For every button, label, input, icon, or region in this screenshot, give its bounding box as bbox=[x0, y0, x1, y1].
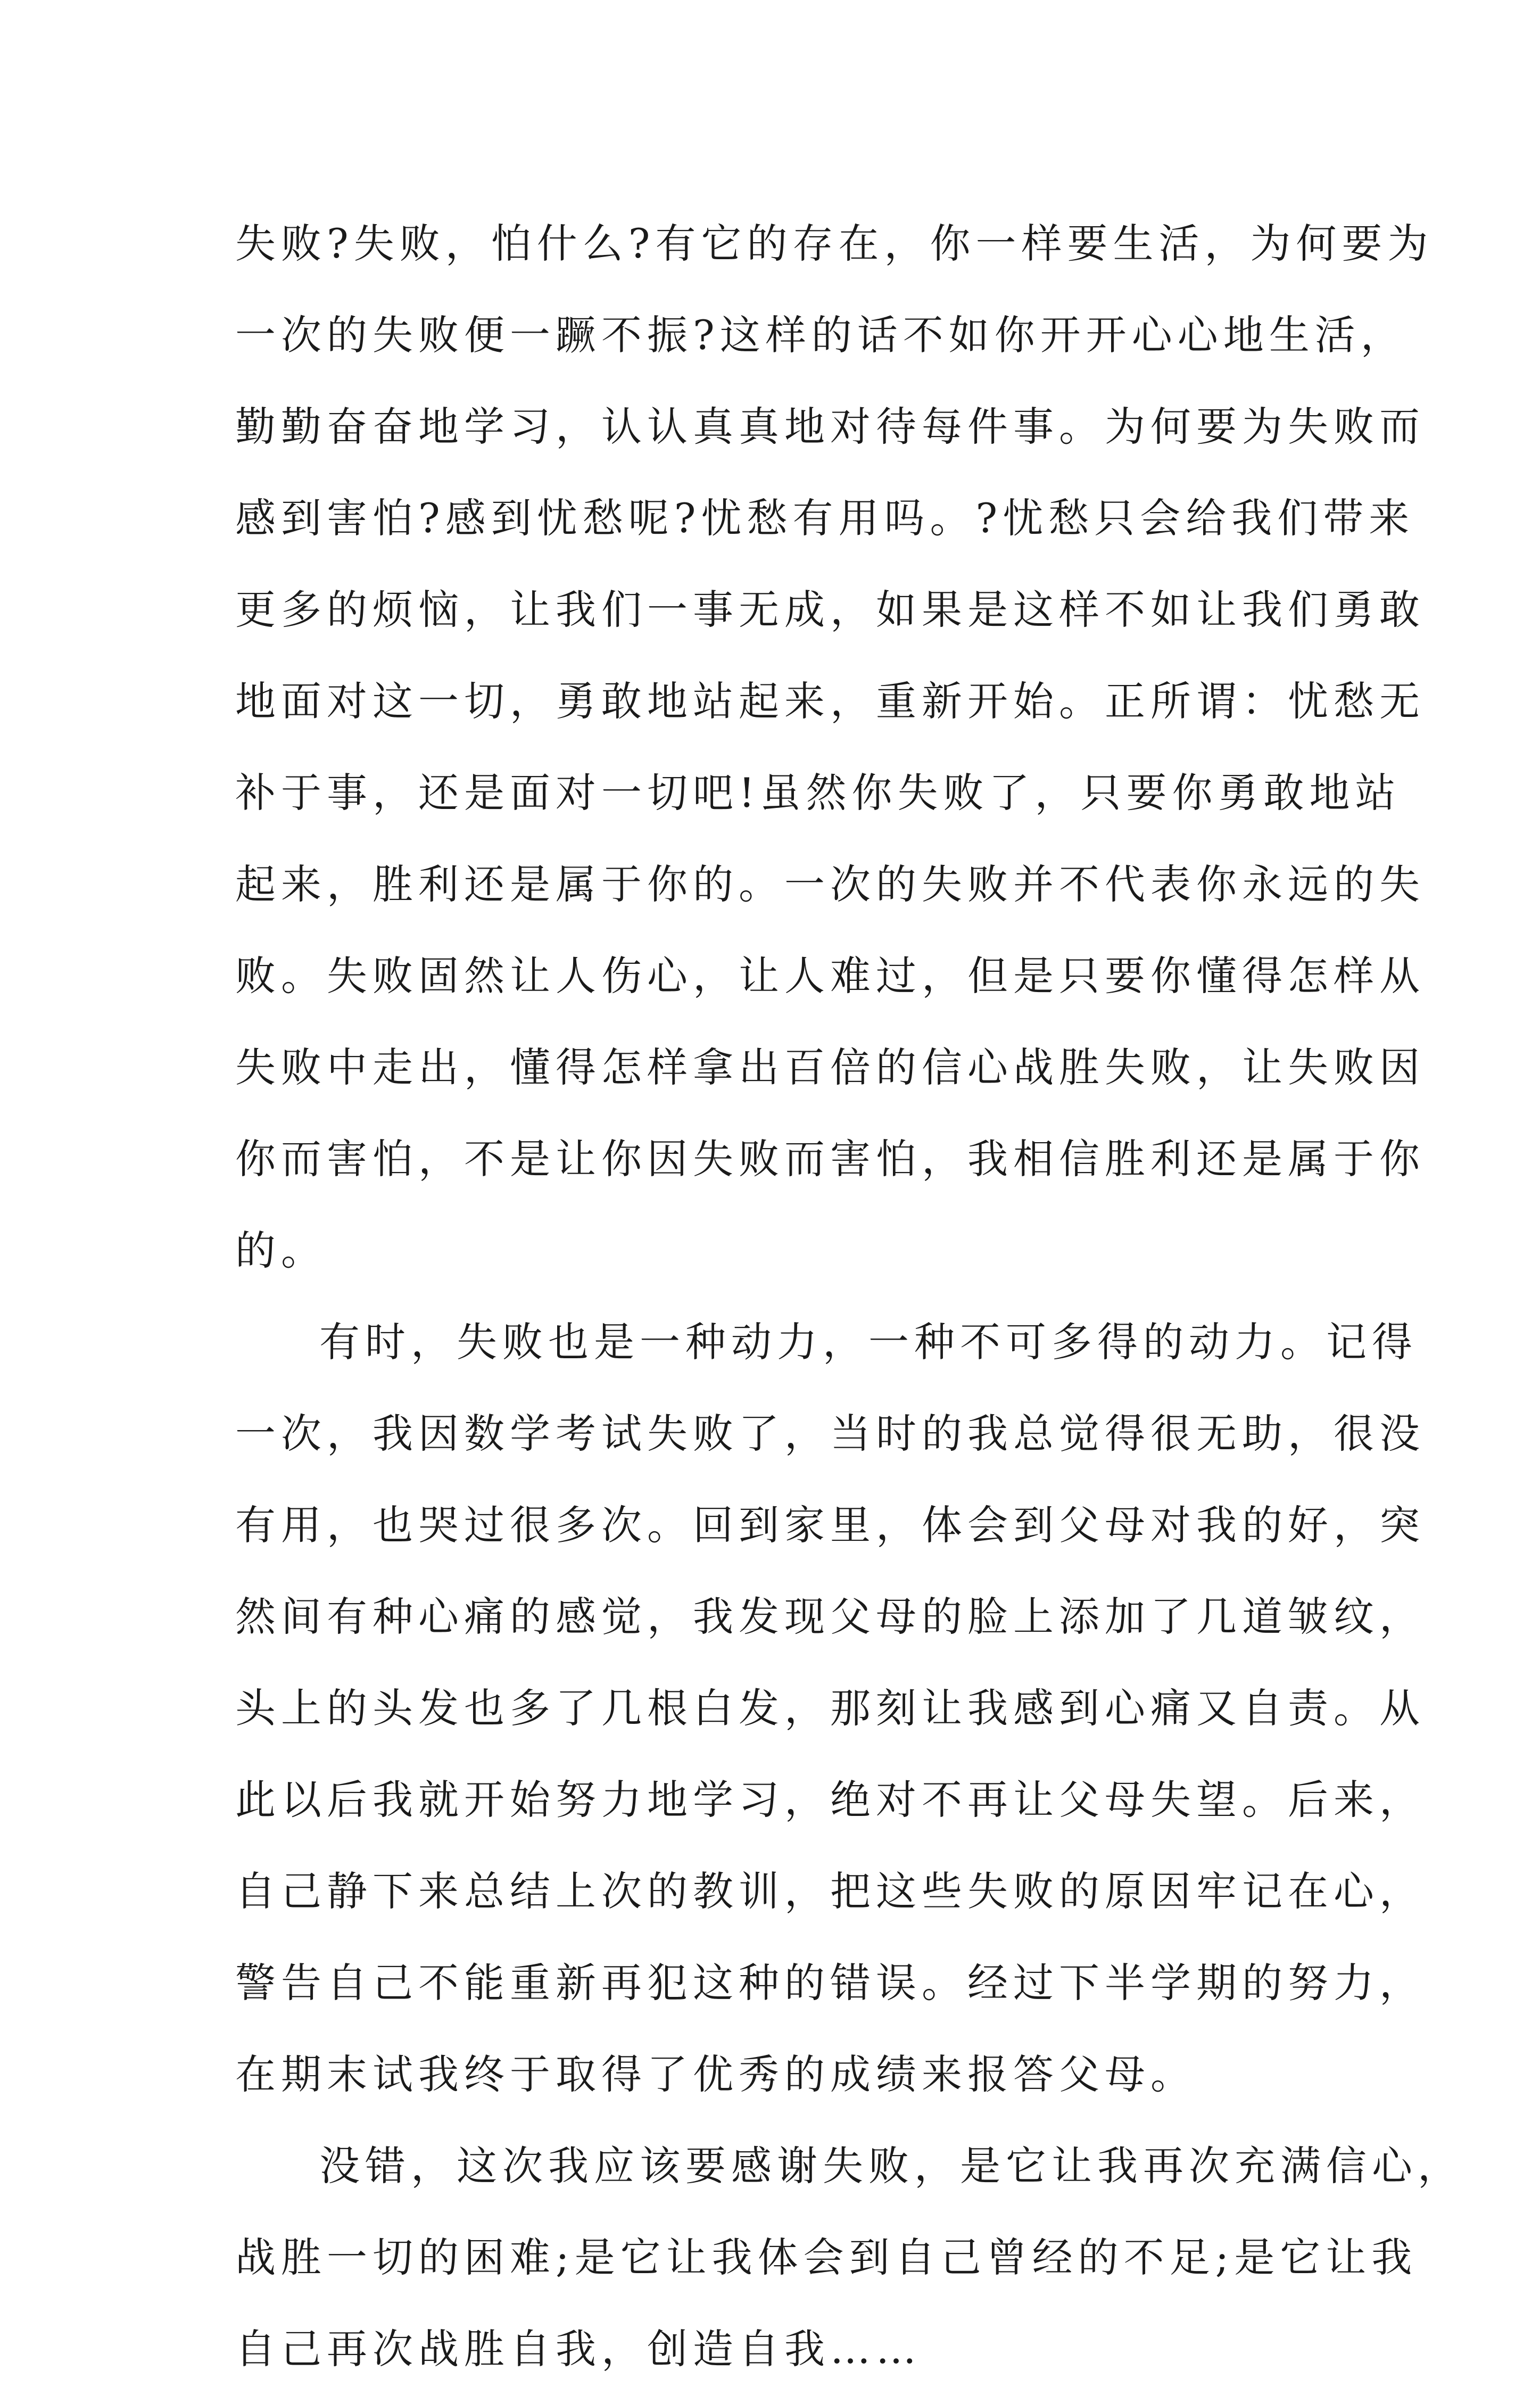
text-line: 在期末试我终于取得了优秀的成绩来报答父母。 bbox=[235, 2051, 1196, 2098]
text-line: 败。失败固然让人伤心，让人难过，但是只要你懂得怎样从 bbox=[235, 952, 1425, 1000]
paragraph-1 bbox=[235, 198, 1434, 1296]
paragraph-2 bbox=[235, 1296, 1425, 2120]
text-line: 的。 bbox=[235, 1227, 327, 1274]
text-line: 有用，也哭过很多次。回到家里，体会到父母对我的好，突 bbox=[235, 1501, 1425, 1549]
text-line: 警告自己不能重新再犯这种的错误。经过下半学期的努力， bbox=[235, 1959, 1425, 2006]
text-line: 一次，我因数学考试失败了，当时的我总觉得很无助，很没 bbox=[235, 1410, 1425, 1457]
text-line: 头上的头发也多了几根白发，那刻让我感到心痛又自责。从 bbox=[235, 1684, 1425, 1732]
paragraph-3 bbox=[235, 2120, 1463, 2395]
text-line: 地面对这一切，勇敢地站起来，重新开始。正所谓：忧愁无 bbox=[235, 678, 1425, 725]
text-line: 战胜一切的困难;是它让我体会到自己曾经的不足;是它让我 bbox=[235, 2234, 1418, 2281]
text-line: 自己再次战胜自我，创造自我…… bbox=[235, 2325, 922, 2373]
text-line: 起来，胜利还是属于你的。一次的失败并不代表你永远的失 bbox=[235, 861, 1425, 908]
text-line: 然间有种心痛的感觉，我发现父母的脸上添加了几道皱纹， bbox=[235, 1593, 1425, 1640]
text-line: 此以后我就开始努力地学习，绝对不再让父母失望。后来， bbox=[235, 1776, 1425, 1823]
text-line: 有时，失败也是一种动力，一种不可多得的动力。记得 bbox=[319, 1318, 1418, 1366]
text-line: 感到害怕?感到忧愁呢?忧愁有用吗。?忧愁只会给我们带来 bbox=[235, 494, 1415, 542]
text-line: 更多的烦恼，让我们一事无成，如果是这样不如让我们勇敢 bbox=[235, 586, 1425, 633]
text-line: 没错，这次我应该要感谢失败，是它让我再次充满信心， bbox=[319, 2142, 1463, 2190]
text-line: 补于事，还是面对一切吧!虽然你失败了，只要你勇敢地站 bbox=[235, 769, 1401, 816]
body-text bbox=[235, 198, 1463, 2395]
text-line: 失败?失败，怕什么?有它的存在，你一样要生活，为何要为 bbox=[235, 220, 1434, 267]
text-line: 一次的失败便一蹶不振?这样的话不如你开开心心地生活， bbox=[235, 311, 1406, 359]
text-line: 你而害怕，不是让你因失败而害怕，我相信胜利还是属于你 bbox=[235, 1135, 1425, 1183]
text-line: 勤勤奋奋地学习，认认真真地对待每件事。为何要为失败而 bbox=[235, 403, 1425, 450]
text-line: 自己静下来总结上次的教训，把这些失败的原因牢记在心， bbox=[235, 1868, 1425, 1915]
text-line: 失败中走出，懂得怎样拿出百倍的信心战胜失败，让失败因 bbox=[235, 1044, 1425, 1091]
